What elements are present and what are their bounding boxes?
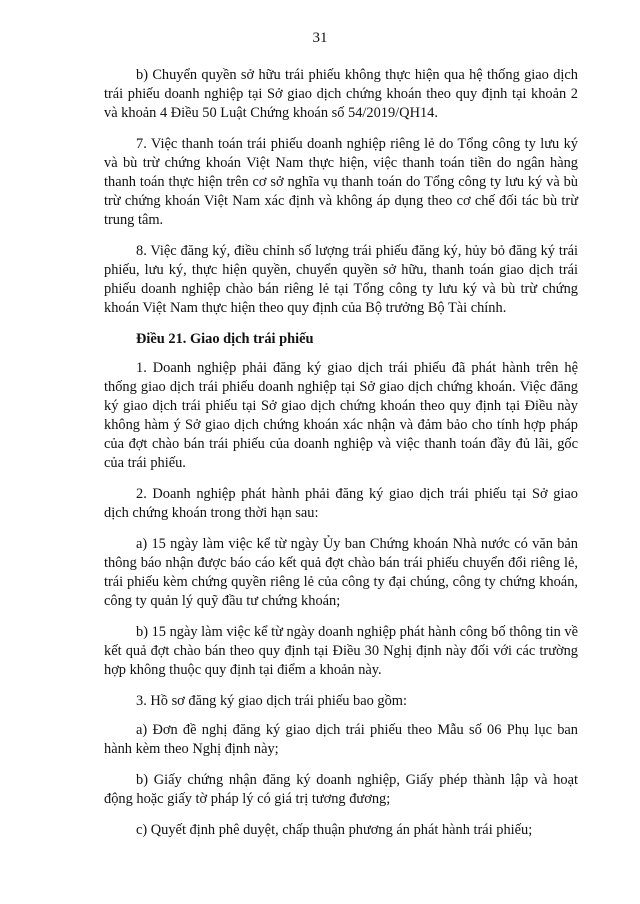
article-21-clause-3b: b) Giấy chứng nhận đăng ký doanh nghiệp, Giấy phép thành lập và hoạt động hoặc giấy tờ pháp lý có giá trị tương đương; [104,772,578,807]
article-21-clause-1: 1. Doanh nghiệp phải đăng ký giao dịch trái phiếu đã phát hành trên hệ thống giao dịch trái phiếu doanh nghiệp tại Sở giao dịch chứng khoán. Việc đăng ký giao dịch trái phiếu tại Sở giao dịch chứng khoán theo quy định tại Điều này không hàm ý Sở giao dịch chứng khoán xác nhận và đảm bảo cho tính hợp pháp của đợt chào bán trái phiếu của doanh nghiệp và việc thanh toán đầy đủ lãi, gốc của trái phiếu. [104,360,578,471]
article-21-heading: Điều 21. Giao dịch trái phiếu [136,331,314,347]
paragraph-7: 7. Việc thanh toán trái phiếu doanh nghiệp riêng lẻ do Tổng công ty lưu ký và bù trừ chứng khoán Việt Nam thực hiện, việc thanh toán tiền do ngân hàng thanh toán thực hiện trên cơ sở nghĩa vụ thanh toán do Tổng công ty lưu ký và bù trừ chứng khoán Việt Nam xác định và không áp dụng theo cơ chế đối tác bù trừ trung tâm. [104,136,578,228]
paragraph-6b: b) Chuyển quyền sở hữu trái phiếu không thực hiện qua hệ thống giao dịch trái phiếu doanh nghiệp tại Sở giao dịch chứng khoán theo quy định tại khoản 2 và khoản 4 Điều 50 Luật Chứng khoán số 54/2019/QH14. [104,67,578,121]
article-21-clause-3c: c) Quyết định phê duyệt, chấp thuận phương án phát hành trái phiếu; [136,822,533,838]
document-body [104,66,578,852]
article-21-clause-2: 2. Doanh nghiệp phát hành phải đăng ký giao dịch trái phiếu tại Sở giao dịch chứng khoán trong thời hạn sau: [104,486,578,521]
article-21-clause-3: 3. Hồ sơ đăng ký giao dịch trái phiếu bao gồm: [136,693,407,709]
article-21-clause-3a: a) Đơn đề nghị đăng ký giao dịch trái phiếu theo Mẫu số 06 Phụ lục ban hành kèm theo Nghị định này; [104,722,578,757]
article-21-clause-2a: a) 15 ngày làm việc kể từ ngày Ủy ban Chứng khoán Nhà nước có văn bản thông báo nhận được báo cáo kết quả đợt chào bán trái phiếu chuyển đổi riêng lẻ, trái phiếu kèm chứng quyền riêng lẻ của công ty đại chúng, công ty chứng khoán, công ty quản lý quỹ đầu tư chứng khoán; [104,536,578,609]
page-number: 31 [312,30,328,46]
paragraph-8: 8. Việc đăng ký, điều chỉnh số lượng trái phiếu đăng ký, hủy bỏ đăng ký trái phiếu, lưu ký, thực hiện quyền, chuyển quyền sở hữu, thanh toán giao dịch trái phiếu doanh nghiệp chào bán riêng lẻ tại Tổng công ty lưu ký và bù trừ chứng khoán Việt Nam thực hiện theo quy định của Bộ trưởng Bộ Tài chính. [104,243,578,316]
article-21-clause-2b: b) 15 ngày làm việc kể từ ngày doanh nghiệp phát hành công bố thông tin về kết quả đợt chào bán theo quy định tại Điều 30 Nghị định này đối với các trường hợp không thuộc quy định tại điểm a khoản này. [104,624,578,678]
